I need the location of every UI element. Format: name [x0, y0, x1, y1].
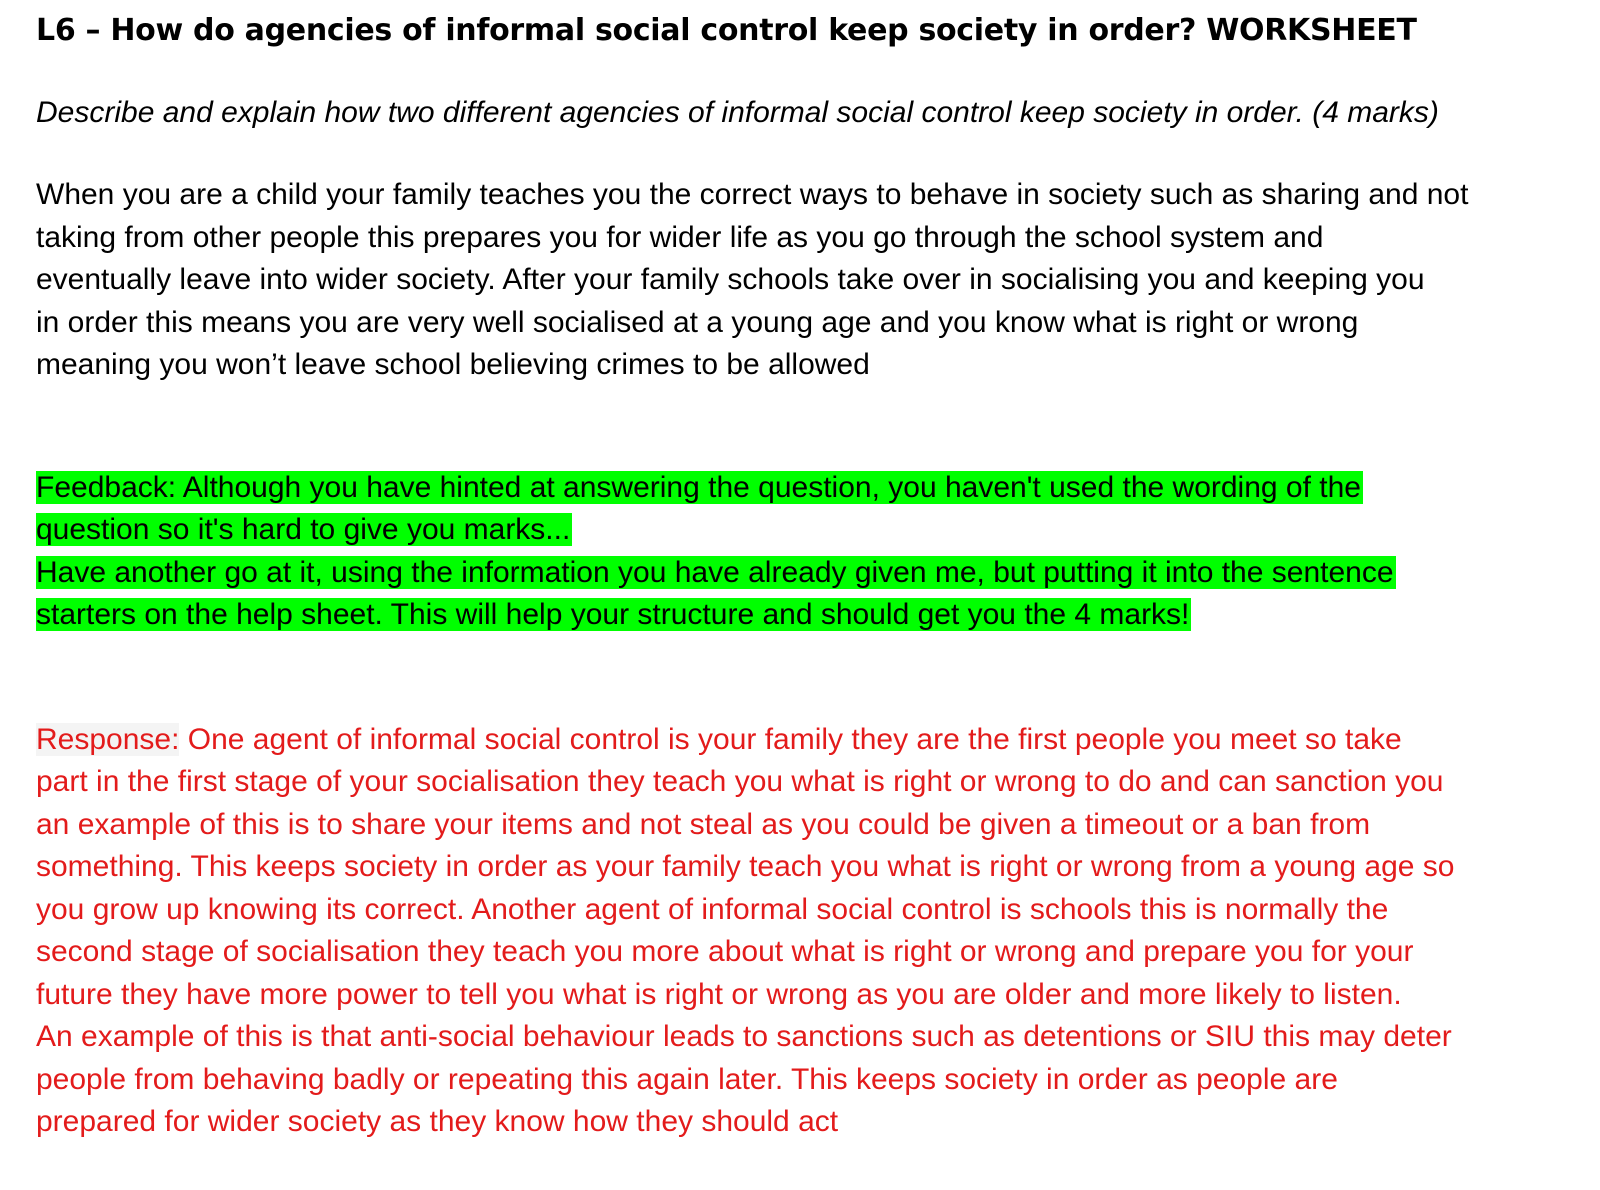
teacher-feedback [36, 467, 1564, 637]
response-line: prepared for wider society as they know how they should act [36, 1105, 839, 1138]
exam-question: Describe and explain how two different agencies of informal social control keep society in order. (4 marks) [36, 96, 1439, 129]
response-line: One agent of informal social control is your family they are the first people you meet so take [179, 722, 1402, 756]
response-line: second stage of socialisation they teach you more about what is right or wrong and prepare you for your [36, 935, 1414, 968]
student-response [36, 719, 1564, 1144]
response-line: an example of this is to share your items and not steal as you could be given a timeout or a ban from [36, 807, 1371, 841]
response-line: An example of this is that anti-social behaviour leads to sanctions such as detentions or SIU this may deter [36, 1020, 1452, 1053]
response-label: Response: [36, 722, 180, 756]
feedback-line: Feedback: Although you have hinted at answering the question, you haven't used the wording of the [36, 470, 1361, 504]
response-line: you grow up knowing its correct. Another agent of informal social control is schools this is normally the [36, 892, 1389, 926]
response-line: something. This keeps society in order as your family teach you what is right or wrong from a young age so [36, 850, 1455, 883]
answer-line: When you are a child your family teaches you the correct ways to behave in society such as sharing and not [36, 178, 1469, 211]
feedback-line: question so it's hard to give you marks... [36, 513, 571, 546]
answer-line: in order this means you are very well socialised at a young age and you know what is right or wrong [36, 305, 1359, 339]
answer-line: taking from other people this prepares you for wider life as you go through the school system and [36, 220, 1324, 254]
response-line: people from behaving badly or repeating this again later. This keeps society in order as people are [36, 1062, 1338, 1096]
worksheet-title: L6 – How do agencies of informal social control keep society in order? WORKSHEET [36, 13, 1417, 48]
response-line: future they have more power to tell you what is right or wrong as you are older and more likely to listen. [36, 977, 1402, 1011]
worksheet-page [36, 10, 1564, 1144]
response-line: part in the first stage of your socialisation they teach you what is right or wrong to do and can sanction you [36, 765, 1444, 798]
answer-line: eventually leave into wider society. After your family schools take over in socialising you and keeping you [36, 263, 1425, 296]
student-answer [36, 174, 1564, 387]
answer-line: meaning you won’t leave school believing crimes to be allowed [36, 348, 870, 381]
feedback-line: Have another go at it, using the information you have already given me, but putting it into the sentence [36, 555, 1394, 589]
feedback-line: starters on the help sheet. This will help your structure and should get you the 4 marks! [36, 598, 1190, 631]
